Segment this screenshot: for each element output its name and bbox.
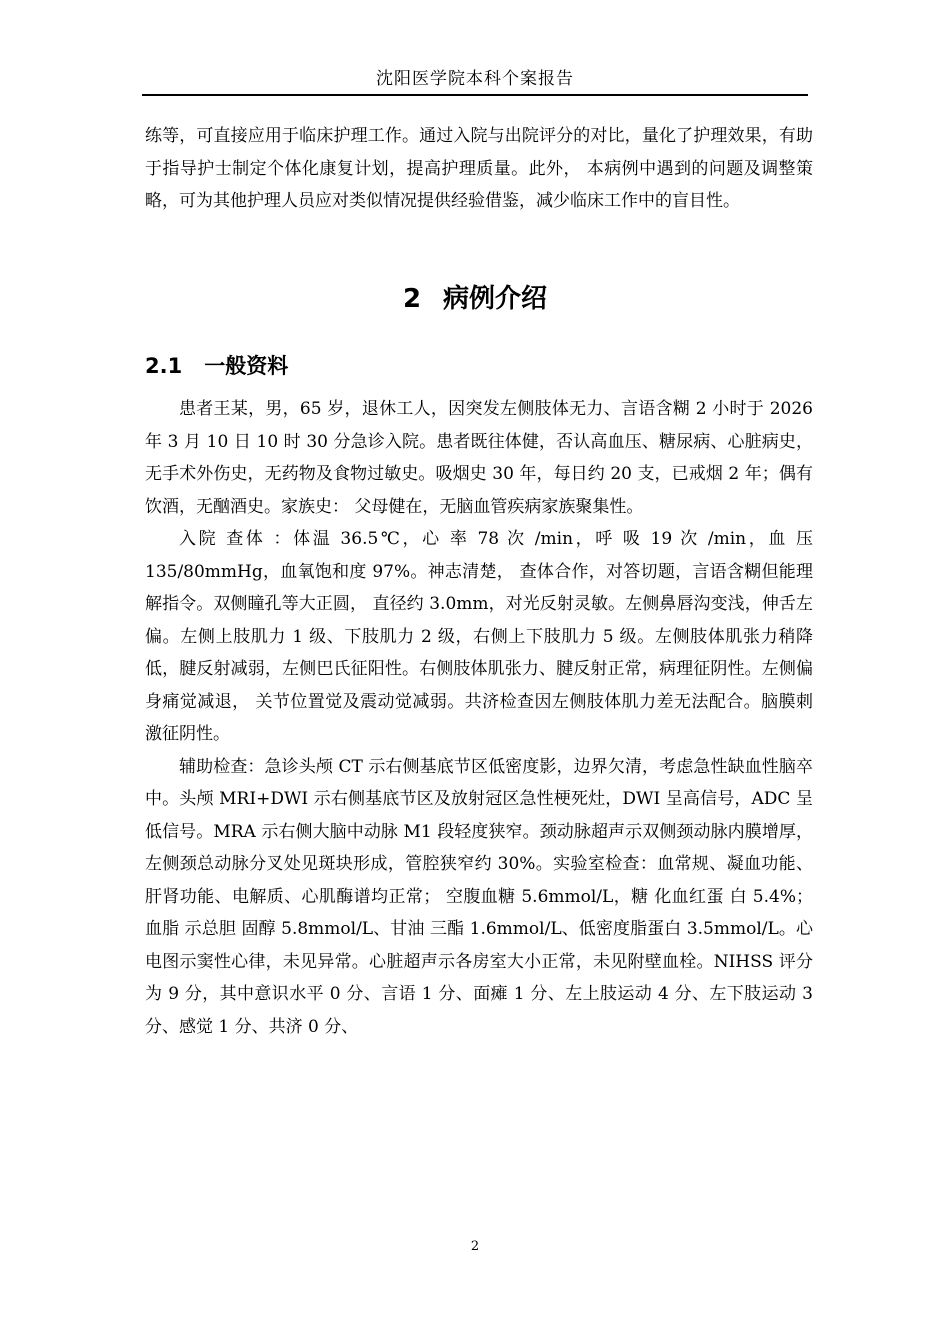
subsection-heading — [145, 350, 288, 380]
running-header: 沈阳医学院本科个案报告 — [376, 69, 574, 89]
paragraph-general-info: 患者王某，男，65 岁，退休工人，因突发左侧肢体无力、言语含糊 2 小时于 2026 年 3 月 10 日 10 时 30 分急诊入院。患者既往体健，否认高血压、糖尿病、心脏病史，无手术外伤史，无药物及食物过敏史。吸烟史 30 年，每日约 20 支，已戒烟 2 年；偶有饮酒，无酗酒史。家族史： 父母健在，无脑血管疾病家族聚集性。 — [145, 399, 813, 517]
section-heading — [142, 278, 808, 315]
page-number: 2 — [470, 1239, 480, 1254]
intro-paragraph — [145, 120, 813, 218]
subsection-title: 一般资料 — [204, 354, 289, 378]
paragraph-physical-exam: 入院 查体 ：体温 36.5℃，心 率 78 次 /min，呼 吸 19 次 /min，血 压 135/80mmHg，血氧饱和度 97%。神志清楚， 查体合作，对答切题，言语含糊但能理解指令。双侧瞳孔等大正圆， 直径约 3.0mm，对光反射灵敏。左侧鼻唇沟变浅，伸舌左偏。左侧上肢肌力 1 级、下肢肌力 2 级，右侧上下肢肌力 5 级。左侧肢体肌张力稍降低，腱反射减弱，左侧巴氏征阳性。右侧肢体肌张力、腱反射正常，病理征阴性。左侧偏身痛觉减退， 关节位置觉及震动觉减弱。共济检查因左侧肢体肌力差无法配合。脑膜刺激征阴性。 — [145, 529, 813, 744]
intro-paragraph-text: 练等，可直接应用于临床护理工作。通过入院与出院评分的对比，量化了护理效果，有助于指导护士制定个体化康复计划，提高护理质量。此外， 本病例中遇到的问题及调整策略，可为其他护理人员应对类似情况提供经验借鉴，减少临床工作中的盲目性。 — [145, 126, 813, 211]
paragraph-auxiliary-exam: 辅助检查：急诊头颅 CT 示右侧基底节区低密度影，边界欠清，考虑急性缺血性脑卒中。头颅 MRI+DWI 示右侧基底节区及放射冠区急性梗死灶，DWI 呈高信号，ADC 呈低信号。MRA 示右侧大脑中动脉 M1 段轻度狭窄。颈动脉超声示双侧颈动脉内膜增厚，左侧颈总动脉分叉处见斑块形成，管腔狭窄约 30%。实验室检查：血常规、凝血功能、肝肾功能、电解质、心肌酶谱均正常； 空腹血糖 5.6mmol/L，糖 化血红蛋 白 5.4%；血脂 示总胆 固醇 5.8mmol/L、甘油 三酯 1.6mmol/L、低密度脂蛋白 3.5mmol/L。心电图示窦性心律，未见异常。心脏超声示各房室大小正常，未见附壁血栓。NIHSS 评分为 9 分，其中意识水平 0 分、言语 1 分、面瘫 1 分、左上肢运动 4 分、左下肢运动 3 分、感觉 1 分、共济 0 分、 — [145, 756, 813, 1037]
header-rule — [142, 94, 808, 96]
section-number: 2 — [402, 284, 422, 314]
subsection-number: 2.1 — [145, 354, 183, 378]
section-title: 病例介绍 — [443, 284, 548, 314]
case-body — [145, 393, 813, 1043]
